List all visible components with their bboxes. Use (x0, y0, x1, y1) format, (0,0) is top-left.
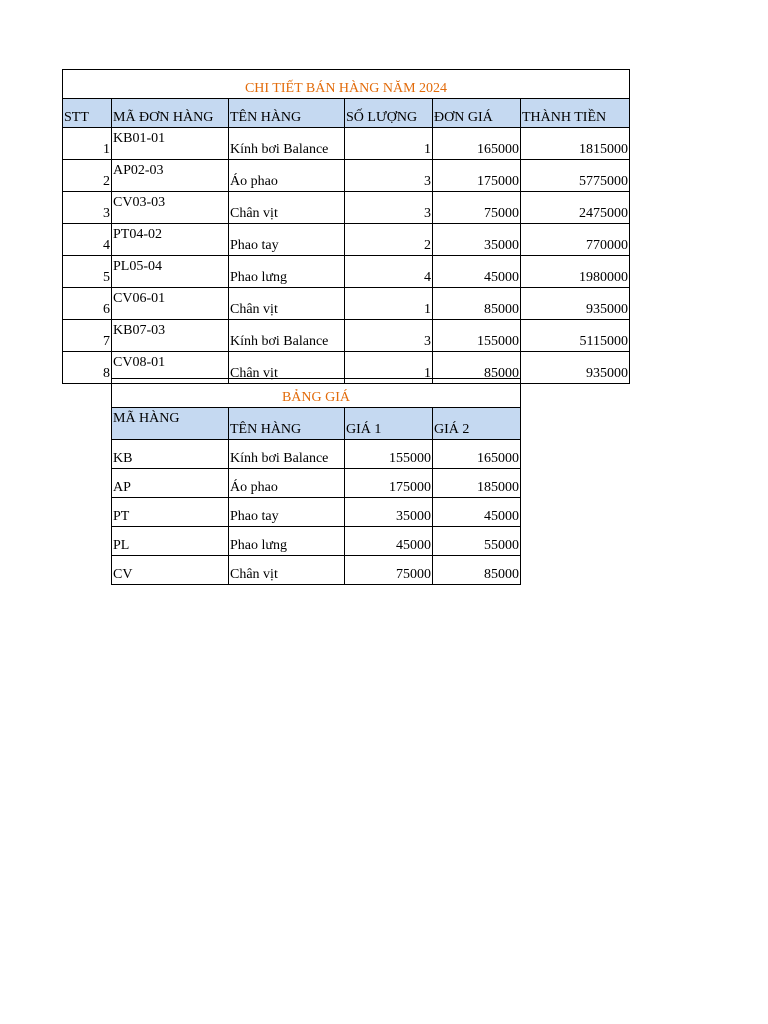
cell-product-code: KB (112, 440, 229, 469)
cell-order-code: CV03-03 (112, 192, 229, 224)
cell-unit-price: 35000 (433, 224, 521, 256)
cell-price-2: 45000 (433, 498, 521, 527)
cell-quantity: 3 (345, 320, 433, 352)
cell-quantity: 3 (345, 192, 433, 224)
cell-product-name: Phao lưng (229, 527, 345, 556)
price-title-row (112, 379, 521, 408)
cell-stt: 1 (63, 128, 112, 160)
header-product-name: TÊN HÀNG (229, 408, 345, 440)
cell-total: 2475000 (521, 192, 630, 224)
cell-total: 770000 (521, 224, 630, 256)
cell-unit-price: 175000 (433, 160, 521, 192)
table-row (63, 128, 630, 160)
cell-price-1: 35000 (345, 498, 433, 527)
header-unit-price: ĐƠN GIÁ (433, 99, 521, 128)
price-table-title: BẢNG GIÁ (112, 379, 521, 408)
table-row (63, 320, 630, 352)
sales-table-title: CHI TIẾT BÁN HÀNG NĂM 2024 (63, 70, 630, 99)
table-row (112, 440, 521, 469)
sales-title-row (63, 70, 630, 99)
cell-unit-price: 85000 (433, 288, 521, 320)
cell-product-code: AP (112, 469, 229, 498)
cell-price-1: 155000 (345, 440, 433, 469)
cell-product-code: PT (112, 498, 229, 527)
cell-stt: 5 (63, 256, 112, 288)
cell-stt: 6 (63, 288, 112, 320)
cell-product-name: Chân vịt (229, 556, 345, 585)
price-table (111, 378, 521, 585)
cell-order-code: CV06-01 (112, 288, 229, 320)
cell-price-2: 165000 (433, 440, 521, 469)
table-row (112, 498, 521, 527)
cell-unit-price: 155000 (433, 320, 521, 352)
cell-price-1: 45000 (345, 527, 433, 556)
header-stt: STT (63, 99, 112, 128)
cell-order-code: KB07-03 (112, 320, 229, 352)
cell-unit-price: 75000 (433, 192, 521, 224)
cell-quantity: 1 (345, 352, 433, 384)
cell-product-name: Kính bơi Balance (229, 128, 345, 160)
cell-price-1: 75000 (345, 556, 433, 585)
cell-quantity: 2 (345, 224, 433, 256)
cell-quantity: 1 (345, 128, 433, 160)
cell-total: 5775000 (521, 160, 630, 192)
table-row (112, 469, 521, 498)
sales-table-body (63, 128, 630, 384)
cell-unit-price: 165000 (433, 128, 521, 160)
cell-order-code: KB01-01 (112, 128, 229, 160)
cell-product-name: Áo phao (229, 469, 345, 498)
table-row (63, 160, 630, 192)
cell-stt: 3 (63, 192, 112, 224)
header-product-code: MÃ HÀNG (112, 408, 229, 440)
cell-price-2: 85000 (433, 556, 521, 585)
cell-product-name: Chân vịt (229, 352, 345, 384)
cell-quantity: 4 (345, 256, 433, 288)
cell-stt: 2 (63, 160, 112, 192)
cell-product-code: CV (112, 556, 229, 585)
sales-detail-table (62, 69, 630, 384)
cell-total: 1980000 (521, 256, 630, 288)
cell-unit-price: 45000 (433, 256, 521, 288)
cell-stt: 8 (63, 352, 112, 384)
cell-order-code: CV08-01 (112, 352, 229, 384)
cell-product-name: Chân vịt (229, 288, 345, 320)
header-quantity: SỐ LƯỢNG (345, 99, 433, 128)
cell-product-name: Phao tay (229, 224, 345, 256)
cell-quantity: 3 (345, 160, 433, 192)
cell-total: 5115000 (521, 320, 630, 352)
header-order-code: MÃ ĐƠN HÀNG (112, 99, 229, 128)
table-row (63, 224, 630, 256)
cell-product-name: Chân vịt (229, 192, 345, 224)
cell-product-name: Phao lưng (229, 256, 345, 288)
cell-product-name: Áo phao (229, 160, 345, 192)
table-row (63, 288, 630, 320)
header-price-1: GIÁ 1 (345, 408, 433, 440)
price-table-body (112, 440, 521, 585)
table-row (112, 556, 521, 585)
cell-price-1: 175000 (345, 469, 433, 498)
header-price-2: GIÁ 2 (433, 408, 521, 440)
header-product-name: TÊN HÀNG (229, 99, 345, 128)
cell-product-name: Kính bơi Balance (229, 440, 345, 469)
cell-order-code: AP02-03 (112, 160, 229, 192)
cell-order-code: PT04-02 (112, 224, 229, 256)
table-row (63, 192, 630, 224)
cell-product-code: PL (112, 527, 229, 556)
cell-stt: 7 (63, 320, 112, 352)
cell-total: 1815000 (521, 128, 630, 160)
cell-stt: 4 (63, 224, 112, 256)
cell-price-2: 185000 (433, 469, 521, 498)
header-total: THÀNH TIỀN (521, 99, 630, 128)
table-row (63, 256, 630, 288)
cell-total: 935000 (521, 288, 630, 320)
cell-order-code: PL05-04 (112, 256, 229, 288)
cell-quantity: 1 (345, 288, 433, 320)
cell-unit-price: 85000 (433, 352, 521, 384)
cell-total: 935000 (521, 352, 630, 384)
cell-price-2: 55000 (433, 527, 521, 556)
cell-product-name: Kính bơi Balance (229, 320, 345, 352)
sales-header-row (63, 99, 630, 128)
cell-product-name: Phao tay (229, 498, 345, 527)
price-header-row (112, 408, 521, 440)
table-row (112, 527, 521, 556)
